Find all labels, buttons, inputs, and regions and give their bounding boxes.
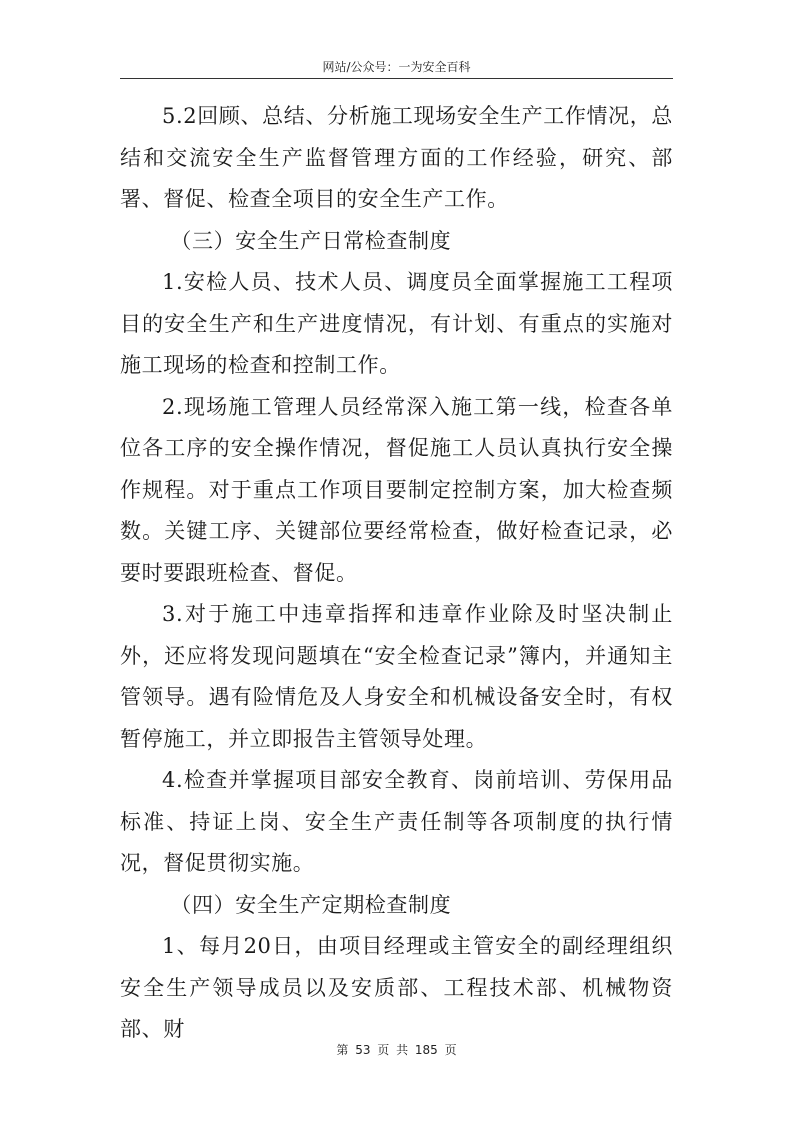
section-heading: （三）安全生产日常检查制度 (170, 228, 452, 253)
document-body (120, 96, 673, 1051)
paragraph: 1、每月20日，由项目经理或主管安全的副经理组织安全生产领导成员以及安质部、工程技术部、机械物资部、财 (120, 934, 673, 1041)
paragraph: 2.现场施工管理人员经常深入施工第一线，检查各单位各工序的安全操作情况，督促施工人员认真执行安全操作规程。对于重点工作项目要制定控制方案，加大检查频数。关键工序、关键部位要经常检查，做好检查记录，必要时要跟班检查、督促。 (120, 394, 673, 585)
paragraph: 1.安检人员、技术人员、调度员全面掌握施工工程项目的安全生产和生产进度情况，有计划、有重点的实施对施工现场的检查和控制工作。 (120, 270, 673, 377)
page-header: 网站/公众号：一为安全百科 (322, 60, 471, 74)
header-divider (120, 78, 673, 79)
paragraph: 4.检查并掌握项目部安全教育、岗前培训、劳保用品标准、持证上岗、安全生产责任制等各项制度的执行情况，督促贯彻实施。 (120, 768, 673, 875)
section-heading: （四）安全生产定期检查制度 (170, 892, 452, 917)
page-number: 第 53 页 共 185 页 (336, 1043, 457, 1057)
paragraph: 3.对于施工中违章指挥和违章作业除及时坚决制止外，还应将发现问题填在“安全检查记录”簿内，并通知主管领导。遇有险情危及人身安全和机械设备安全时，有权暂停施工，并立即报告主管领导处理。 (120, 602, 673, 751)
paragraph: 5.2回顾、总结、分析施工现场安全生产工作情况，总结和交流安全生产监督管理方面的工作经验，研究、部署、督促、检查全项目的安全生产工作。 (120, 104, 673, 211)
